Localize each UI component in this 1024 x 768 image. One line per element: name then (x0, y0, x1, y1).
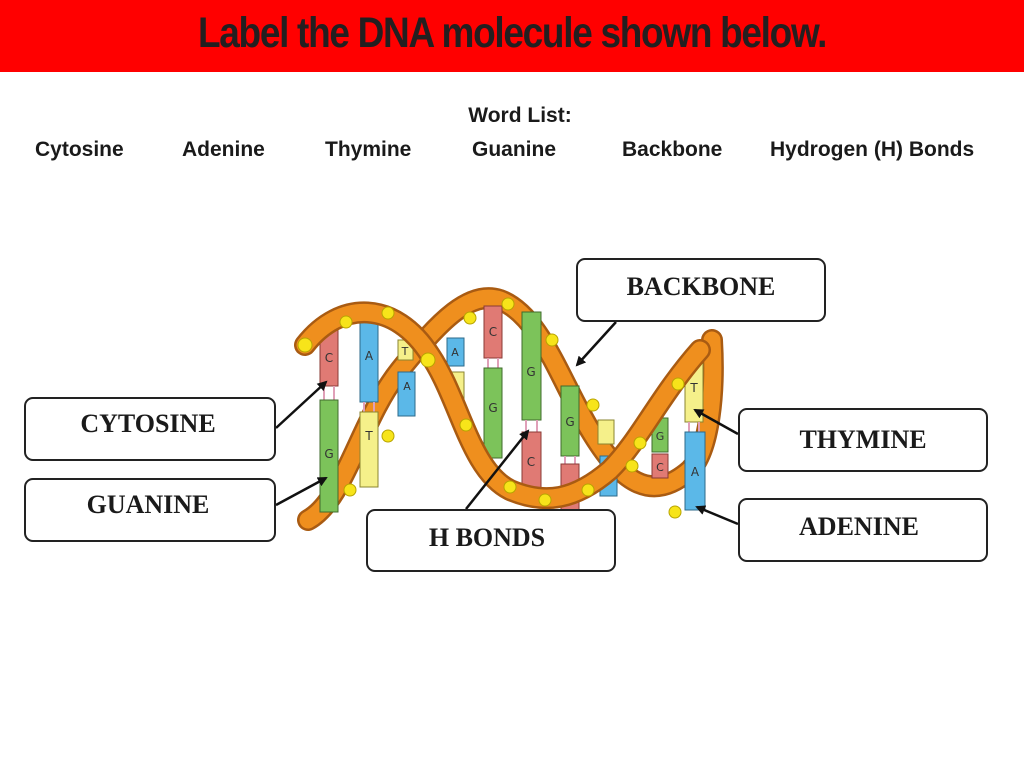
base-letter-c: C (656, 461, 664, 474)
label-box-guanine (24, 478, 276, 542)
base-letter-c: C (488, 325, 498, 339)
label-adenine: ADENINE (799, 512, 919, 541)
label-cytosine: CYTOSINE (80, 409, 216, 438)
word-backbone: Backbone (622, 138, 723, 161)
word-thymine: Thymine (325, 138, 412, 161)
word-hydrogen-bonds: Hydrogen (H) Bonds (770, 138, 975, 161)
word-adenine: Adenine (182, 138, 265, 161)
page-title: Label the DNA molecule shown below. (197, 9, 827, 57)
base-letter-t: T (365, 429, 373, 443)
label-h-bonds: H BONDS (428, 523, 546, 552)
label-guanine: GUANINE (86, 490, 210, 519)
word-guanine: Guanine (472, 138, 557, 161)
label-backbone: BACKBONE (626, 272, 776, 301)
base-letter-c: C (324, 351, 334, 365)
base-letter-g: G (324, 447, 334, 461)
base-letter-a: A (364, 349, 374, 363)
label-box-cytosine (24, 397, 276, 461)
label-thymine: THYMINE (799, 425, 927, 454)
label-box-thymine (738, 408, 988, 472)
base-letter-a: A (403, 380, 411, 393)
base-letter-g: G (565, 415, 575, 429)
base-letter-g: G (488, 401, 498, 415)
label-box-h-bonds (366, 509, 616, 572)
arrow-adenine (697, 507, 738, 524)
base-letter-g: G (526, 365, 536, 379)
label-box-adenine (738, 498, 988, 562)
base-letter-t: T (401, 345, 409, 358)
base-letter-a: A (604, 466, 612, 479)
base-letter-a: A (451, 346, 459, 359)
base-letter-c: C (526, 455, 536, 469)
base-letter-c: C (565, 483, 575, 497)
base-letter-g: G (655, 430, 665, 443)
label-box-backbone (576, 258, 826, 322)
word-list-heading: Word List: (468, 104, 572, 127)
base-letter-a: A (690, 465, 700, 479)
word-cytosine: Cytosine (35, 138, 124, 161)
arrow-backbone (577, 322, 616, 365)
base-letter-t: T (690, 381, 698, 395)
arrow-cytosine (276, 382, 326, 428)
